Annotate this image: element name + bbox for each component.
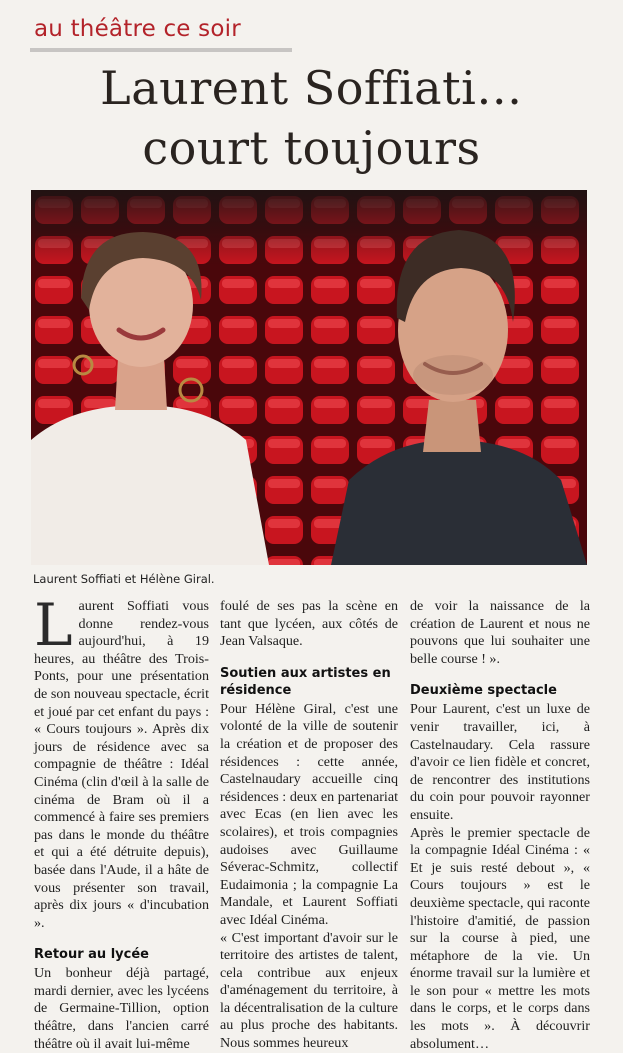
- photo-illustration: [31, 190, 587, 565]
- paragraph-quote-part-2: de voir la naissance de la création de Laurent et nous ne pouvons que lui souhaiter une belle course ! ».: [410, 598, 590, 667]
- paragraph-soutien: Pour Hélène Giral, c'est une volonté de la ville de soutenir la création et de proposer des résidences : cette année, Castelnaudary accueille cinq résidences : deux en partenariat avec Ecas (en lien avec les scolaires), et trois compagnies audoises avec Guillaume Séverac-Schmitz, collectif Eudaimonia ; la compagnie La Mandale, et Laurent Soffiati avec Idéal Cinéma.: [220, 700, 398, 928]
- headline: [0, 58, 623, 178]
- paragraph-luxe: Pour Laurent, c'est un luxe de venir travailler, ici, à Castelnaudary. Cela rassure d'avoir ce lien fidèle et concret, de rencontrer des institutions du coin pour pouvoir rayonner ensuite.: [410, 701, 590, 823]
- photo-caption: Laurent Soffiati et Hélène Giral.: [33, 572, 215, 586]
- subheading-deuxieme-spectacle: Deuxième spectacle: [410, 683, 557, 699]
- paragraph-retour-part-2: foulé de ses pas la scène en tant que lycéen, aux côtés de Jean Valsaque.: [220, 598, 398, 650]
- article-column-2: [220, 598, 398, 1053]
- rubric-label: au théâtre ce soir: [34, 16, 241, 42]
- headline-line-2: court toujours: [142, 121, 481, 175]
- headline-line-1: Laurent Soffiati…: [100, 61, 523, 115]
- intro-paragraph: [34, 591, 209, 932]
- paragraph-quote-part-1: « C'est important d'avoir sur le territoire des artistes de talent, cela contribue aux enjeux d'aménagement du territoire, à la décentralisation de la culture au plus proche des habitants. Nous sommes heureux: [220, 929, 398, 1052]
- intro-text: aurent Soffiati vous donne rendez-vous aujourd'hui, à 19 heures, au théâtre des Trois-Ponts, pour une présentation de son nouveau spectacle, écrit et joué par cet enfant du pays : « Cours toujours ». Après dix jours de résidence avec sa compagnie de théâtre : Idéal Cinéma (clin d'œil à la salle de cinéma de Bram où il a commencé à faire ses premiers pas dans le monde du théâtre et qui a été détruite depuis), basée dans l'Aude, il a hâte de vous présenter son travail, après dix jours « d'incubation ».: [34, 598, 209, 931]
- article-column-3: [410, 598, 590, 1053]
- paragraph-deuxieme-spectacle: Après le premier spectacle de la compagnie Idéal Cinéma : « Et je suis resté debout », « Cours toujours » est le deuxième spectacle, qui raconte l'histoire d'amitié, de passion sur la course à pied, une métaphore de la vie. Un énorme travail sur la lumière et le son pour « mettre les mots dans le corps, et le corps dans les mots ». À découvrir absolument…: [410, 824, 590, 1052]
- article-photo: [31, 190, 587, 565]
- drop-cap: L: [34, 591, 73, 659]
- article-column-1: [34, 591, 209, 1053]
- section-rubric: [22, 16, 272, 46]
- rubric-underline: [30, 48, 292, 52]
- paragraph-retour-part-1: Un bonheur déjà partagé, mardi dernier, avec les lycéens de Germaine-Tillion, option théâtre, dans l'ancien carré théâtre où il avait lui-même: [34, 965, 209, 1052]
- subheading-soutien-aux-artistes: Soutien aux artistes en résidence: [220, 665, 391, 698]
- subheading-retour-au-lycee: Retour au lycée: [34, 947, 149, 963]
